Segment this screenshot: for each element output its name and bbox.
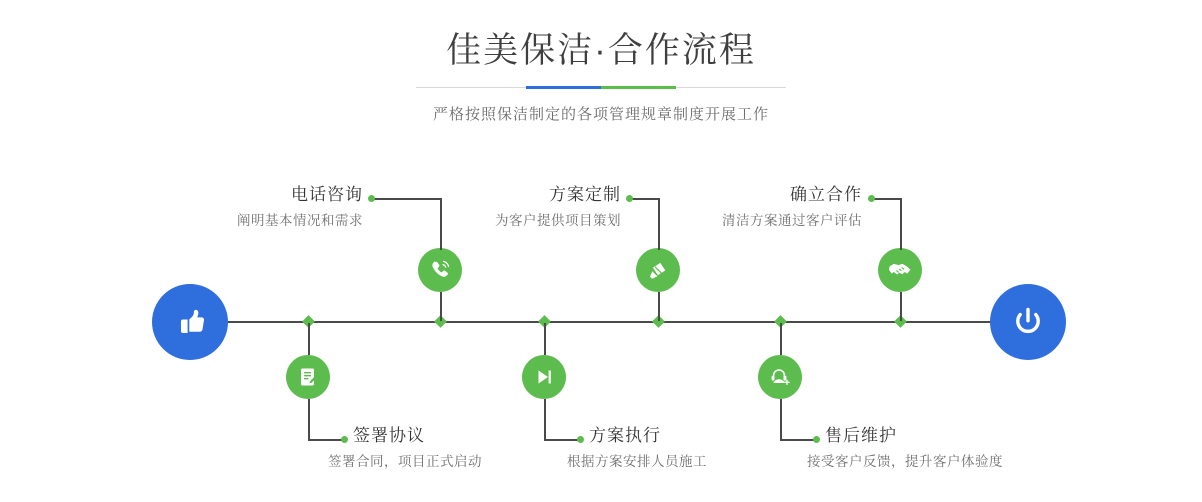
step-label-5 (594, 184, 862, 232)
header (0, 28, 1202, 124)
connector-horizontal-4 (544, 439, 580, 441)
connector-horizontal-5 (871, 198, 901, 200)
title-divider (416, 86, 786, 90)
step-title-4: 方案执行 (589, 426, 661, 445)
connector-vertical-2 (308, 323, 310, 355)
connector-dot-4 (577, 436, 584, 443)
step-icon-4 (522, 355, 566, 399)
step-desc-1: 阐明基本情况和需求 (237, 213, 363, 228)
page-title: 佳美保洁·合作流程 (446, 31, 756, 70)
step-desc-6: 接受客户反馈，提升客户体验度 (807, 454, 1003, 469)
connector-dot-2 (341, 436, 348, 443)
step-title-2: 签署协议 (353, 426, 425, 445)
step-icon-5 (878, 248, 922, 292)
step-title-1: 电话咨询 (291, 185, 363, 204)
step-icon-3 (636, 248, 680, 292)
timeline-start-badge (152, 284, 228, 360)
connector-dot-5 (868, 195, 875, 202)
step-label-1 (95, 184, 363, 232)
step-title-5: 确立合作 (790, 185, 862, 204)
step-icon-6 (758, 355, 802, 399)
customer-service-add-icon (768, 365, 792, 389)
phone-call-icon (428, 258, 452, 282)
connector-dot-6 (813, 436, 820, 443)
connector-vertical-6 (780, 323, 782, 355)
pen-ruler-icon (646, 258, 670, 282)
power-icon (1007, 301, 1049, 343)
step-icon-1 (418, 248, 462, 292)
step-title-6: 售后维护 (825, 426, 897, 445)
play-forward-icon (532, 365, 556, 389)
step-desc-4: 根据方案安排人员施工 (567, 454, 707, 469)
step-label-3 (355, 184, 621, 232)
step-label-6 (807, 425, 1125, 473)
step-desc-5: 清洁方案通过客户评估 (722, 213, 862, 228)
step-icon-2 (286, 355, 330, 399)
connector-vertical-5 (900, 292, 902, 321)
connector-vertical-3 (658, 292, 660, 321)
connector-riser-4 (544, 399, 546, 441)
process-timeline (0, 140, 1202, 502)
connector-horizontal-2 (308, 439, 344, 441)
sign-document-icon (296, 365, 320, 389)
connector-riser-2 (308, 399, 310, 441)
connector-vertical-4 (544, 323, 546, 355)
connector-horizontal-6 (780, 439, 816, 441)
connector-riser-6 (780, 399, 782, 441)
divider-accent-blue (526, 86, 601, 89)
timeline-end-badge (990, 284, 1066, 360)
page-subtitle: 严格按照保洁制定的各项管理规章制度开展工作 (432, 106, 769, 123)
step-desc-3: 为客户提供项目策划 (495, 213, 621, 228)
thumbs-up-icon (170, 302, 210, 342)
connector-vertical-1 (440, 292, 442, 321)
step-title-3: 方案定制 (549, 185, 621, 204)
connector-riser-5 (900, 198, 902, 250)
divider-accent-green (601, 86, 676, 89)
step-desc-2: 签署合同，项目正式启动 (328, 454, 482, 469)
handshake-icon (887, 257, 913, 283)
